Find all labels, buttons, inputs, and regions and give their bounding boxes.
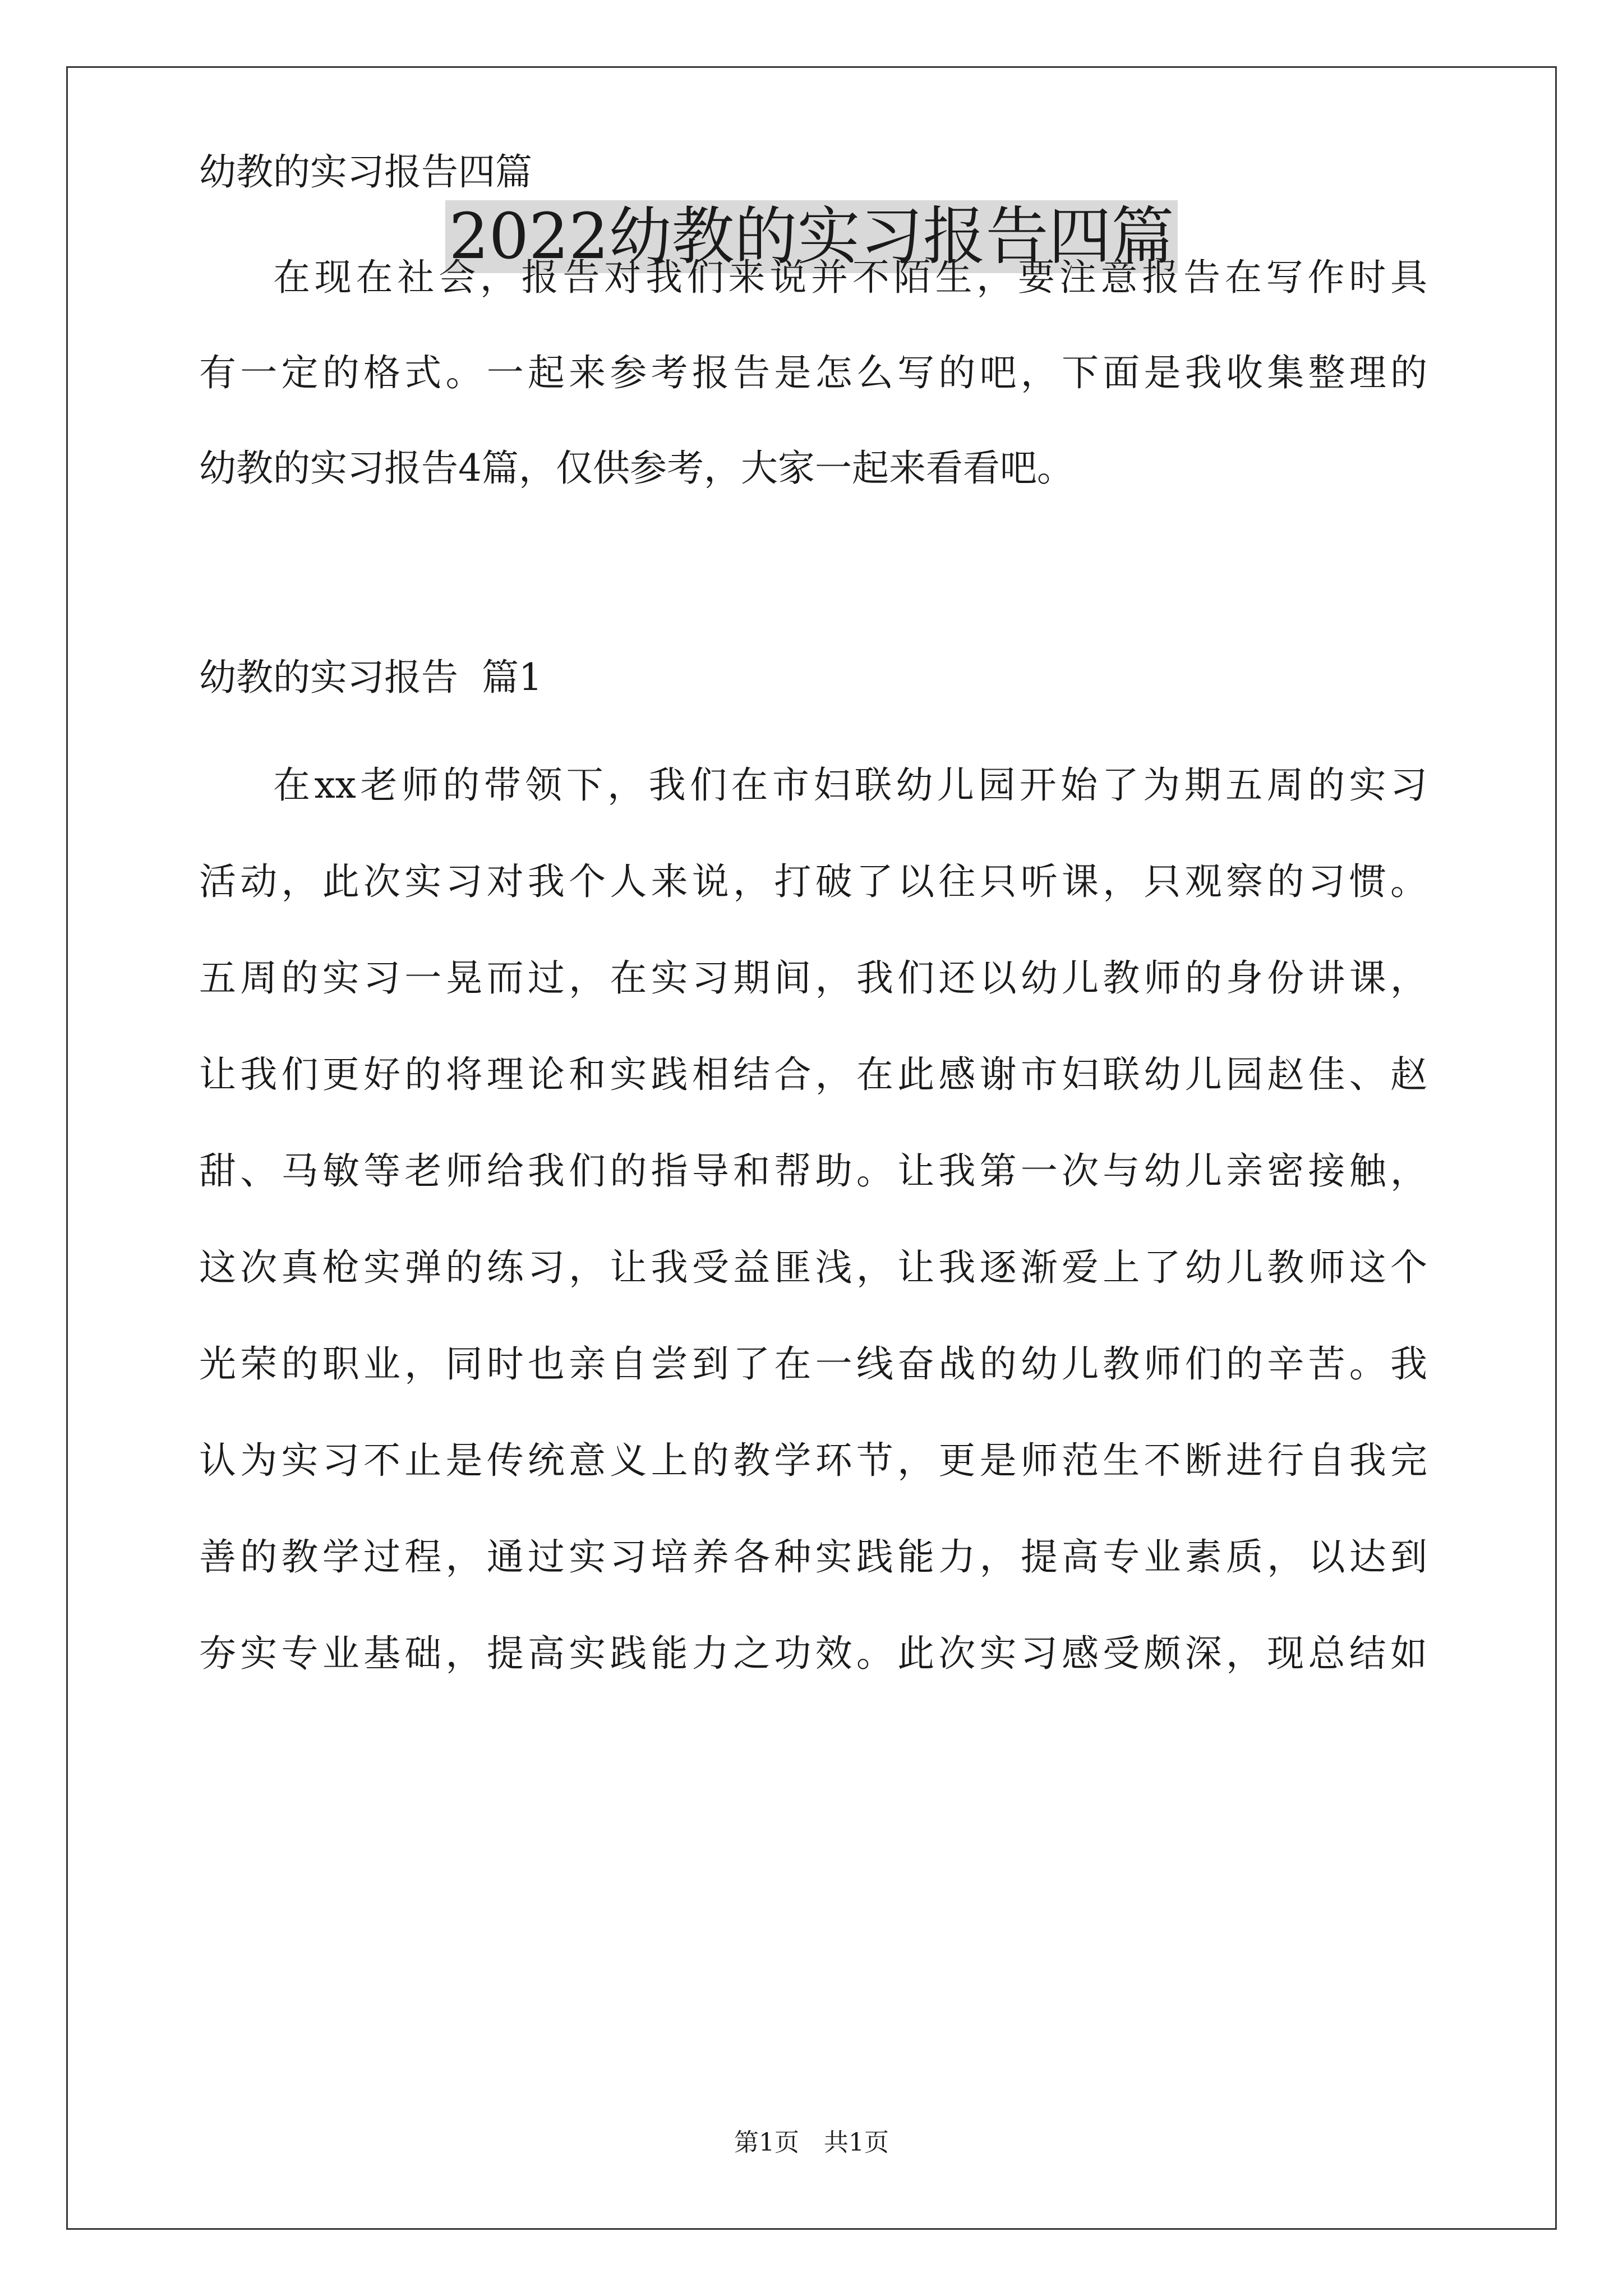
section-line: 夯实专业基础，提高实践能力之功效。此次实习感受颇深，现总结如 [199,1632,1427,1675]
document-title-text: 2022幼教的实习报告四篇 [445,200,1177,273]
page-footer [0,2126,1623,2160]
intro-line: 幼教的实习报告4篇，仅供参考，大家一起来看看吧。 [199,447,1074,490]
section-line: 让我们更好的将理论和实践相结合，在此感谢市妇联幼儿园赵佳、赵 [199,1053,1427,1096]
section-line: 甜、马敏等老师给我们的指导和帮助。让我第一次与幼儿亲密接触， [199,1149,1427,1193]
section-heading: 幼教的实习报告 篇1 [199,656,542,699]
section-line: 光荣的职业，同时也亲自尝到了在一线奋战的幼儿教师们的辛苦。我 [199,1342,1427,1386]
page-total: 共1页 [824,2128,889,2157]
section-line: 五周的实习一晃而过，在实习期间，我们还以幼儿教师的身份讲课， [199,956,1427,1000]
section-line: 这次真枪实弹的练习，让我受益匪浅，让我逐渐爱上了幼儿教师这个 [199,1246,1427,1289]
section-line: 活动，此次实习对我个人来说，打破了以往只听课，只观察的习惯。 [199,860,1427,903]
section-line: 在xx老师的带领下，我们在市妇联幼儿园开始了为期五周的实习 [273,763,1427,807]
section-line: 善的教学过程，通过实习培养各种实践能力，提高专业素质，以达到 [199,1535,1427,1579]
section-line: 认为实习不止是传统意义上的教学环节，更是师范生不断进行自我完 [199,1439,1427,1482]
intro-line: 有一定的格式。一起来参考报告是怎么写的吧，下面是我收集整理的 [199,351,1427,394]
intro-line: 在现在社会，报告对我们来说并不陌生，要注意报告在写作时具 [273,256,1427,299]
document-subtitle: 幼教的实习报告四篇 [199,150,532,194]
page-number: 第1页 [734,2128,799,2157]
